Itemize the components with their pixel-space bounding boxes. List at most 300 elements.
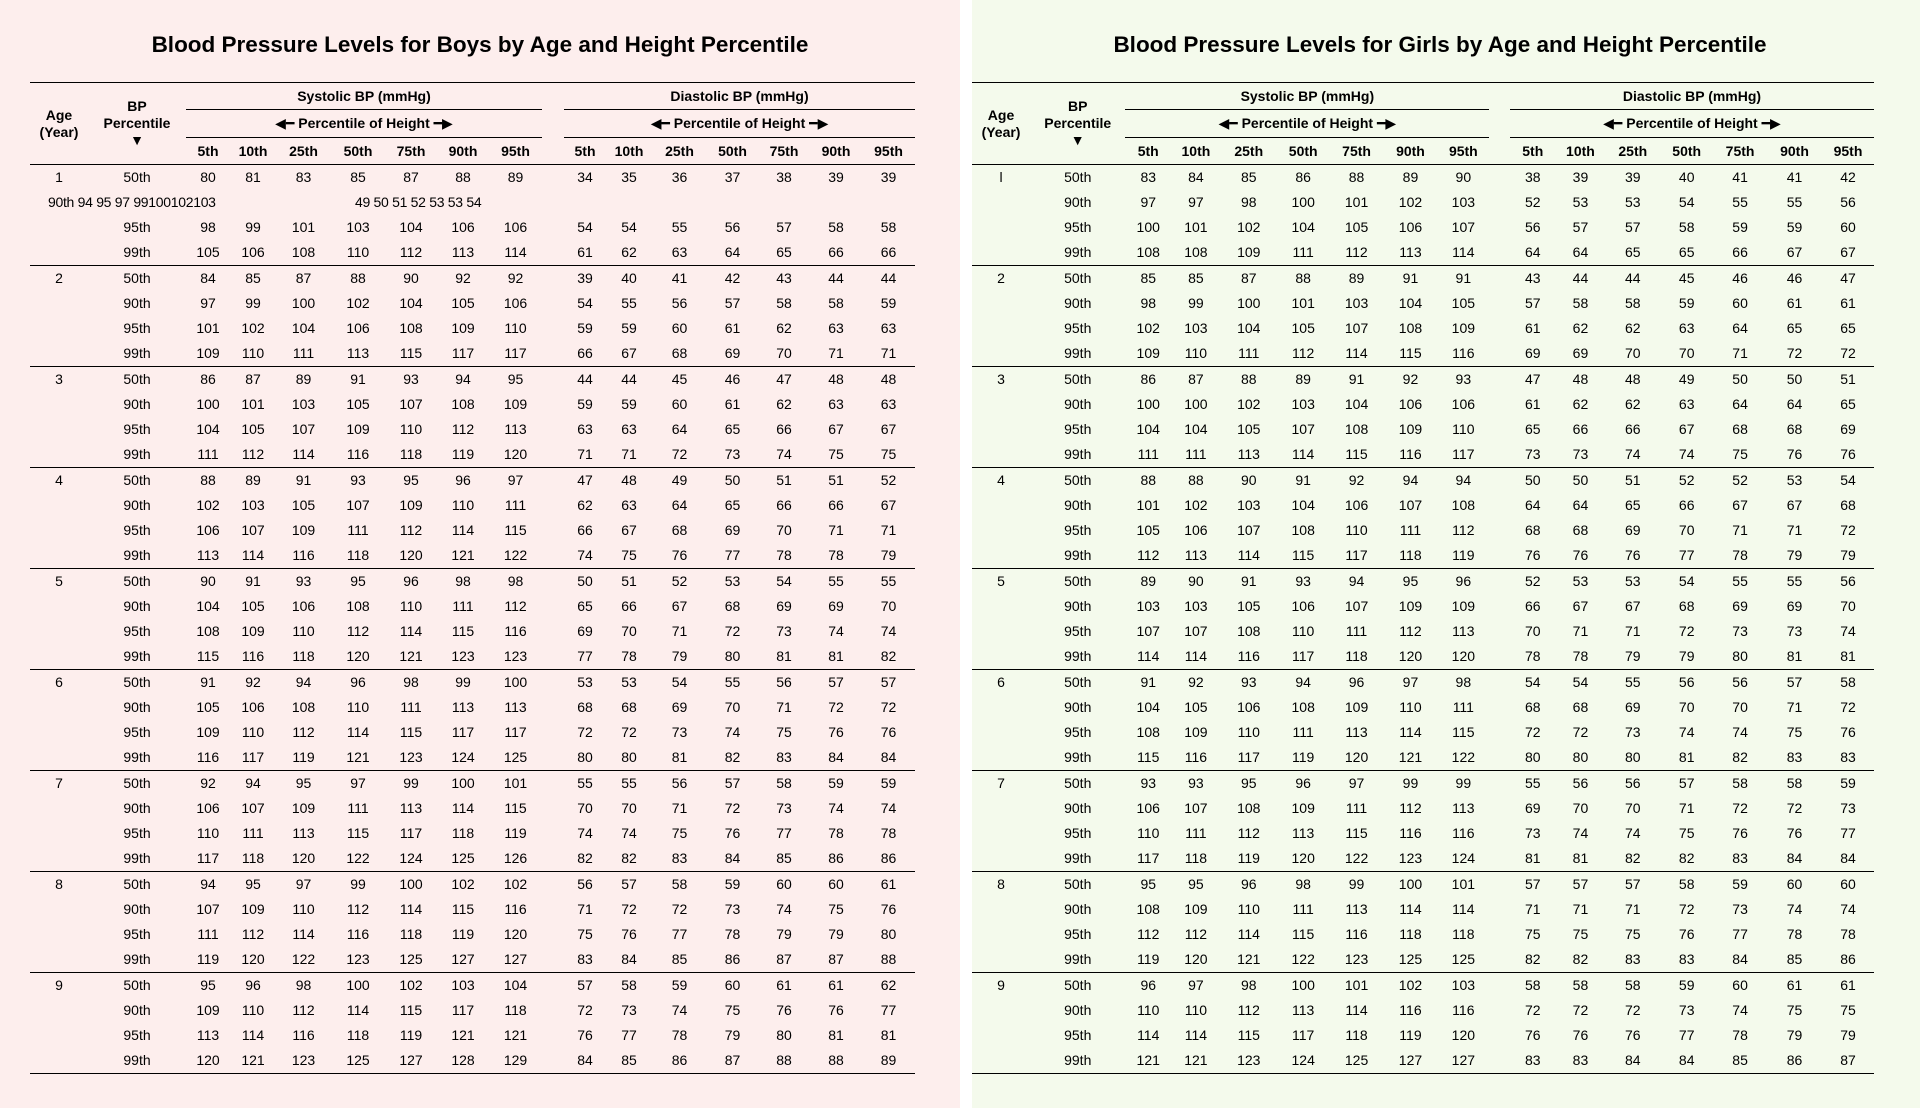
diastolic-value: 75 xyxy=(671,825,688,841)
gap-cell xyxy=(1489,165,1510,191)
systolic-value: 121 xyxy=(1398,749,1423,765)
diastolic-value: 67 xyxy=(1786,244,1803,260)
diastolic-value: 76 xyxy=(776,1002,792,1018)
diastolic-value: 59 xyxy=(1732,219,1748,235)
diastolic-value: 59 xyxy=(1678,295,1695,311)
diastolic-value: 74 xyxy=(724,724,741,740)
systolic-value: 119 xyxy=(1237,850,1260,866)
systolic-value: 104 xyxy=(1291,219,1315,235)
systolic-value: 105 xyxy=(196,244,220,260)
systolic-value: 120 xyxy=(241,951,265,967)
dia-height-90th: 90th xyxy=(810,138,862,165)
diastolic-value: 81 xyxy=(828,1027,844,1043)
diastolic-value: 56 xyxy=(1556,771,1606,797)
diastolic-value: 64 xyxy=(1732,396,1748,412)
systolic-value: 115 xyxy=(346,825,370,841)
systolic-percentile-of-height xyxy=(186,110,542,138)
table-row xyxy=(30,695,930,720)
diastolic-value: 53 xyxy=(1605,569,1660,595)
systolic-value: 96 xyxy=(385,569,437,595)
diastolic-value: 51 xyxy=(606,569,652,595)
systolic-value: 87 xyxy=(1221,266,1277,292)
systolic-value: 97 xyxy=(1384,670,1438,696)
table-row xyxy=(30,569,930,595)
systolic-value: 117 xyxy=(451,724,475,740)
diastolic-value: 60 xyxy=(1713,973,1767,999)
diastolic-value: 79 xyxy=(880,547,897,563)
diastolic-value: 60 xyxy=(1732,295,1748,311)
diastolic-value: 66 xyxy=(1678,497,1695,513)
systolic-value: 106 xyxy=(196,800,220,816)
left-arrow-icon: ◀━ xyxy=(275,115,295,131)
diastolic-value: 74 xyxy=(1732,1002,1748,1018)
bp-percentile-cell: 90th xyxy=(1064,396,1092,412)
systolic-value: 118 xyxy=(346,1027,370,1043)
diastolic-value: 46 xyxy=(707,367,758,393)
systolic-value: 119 xyxy=(451,446,475,462)
age-cell: 1 xyxy=(30,165,88,191)
diastolic-value: 79 xyxy=(671,648,688,664)
gap-cell xyxy=(542,392,564,417)
systolic-value: 103 xyxy=(1291,396,1315,412)
bp-percentile-cell: 50th xyxy=(88,165,186,191)
diastolic-value: 53 xyxy=(606,670,652,696)
diastolic-value: 73 xyxy=(1572,446,1589,462)
diastolic-value: 71 xyxy=(776,699,792,715)
systolic-value: 110 xyxy=(1345,522,1368,538)
systolic-value: 112 xyxy=(1399,623,1422,639)
diastolic-value: 74 xyxy=(1625,825,1641,841)
systolic-value: 97 xyxy=(200,295,216,311)
systolic-value: 107 xyxy=(1451,219,1476,235)
diastolic-value: 56 xyxy=(758,670,810,696)
bp-percentile-cell: 95th xyxy=(1064,926,1092,942)
systolic-value: 114 xyxy=(1237,926,1260,942)
age-cell xyxy=(972,442,1030,468)
age-cell: 4 xyxy=(30,468,88,494)
diastolic-value: 71 xyxy=(880,522,897,538)
diastolic-value: 80 xyxy=(1625,749,1641,765)
diastolic-value: 55 xyxy=(1786,194,1803,210)
diastolic-value: 81 xyxy=(1524,850,1541,866)
gap-cell xyxy=(542,493,564,518)
diastolic-value: 70 xyxy=(724,699,741,715)
systolic-value: 100 xyxy=(1237,295,1261,311)
diastolic-value: 73 xyxy=(1524,825,1541,841)
age-cell xyxy=(972,240,1030,266)
diastolic-value: 85 xyxy=(776,850,792,866)
table-row xyxy=(972,998,1874,1023)
boys-bp-table xyxy=(30,82,930,1074)
diastolic-value: 58 xyxy=(758,771,810,797)
systolic-value: 95 xyxy=(276,771,331,797)
gap-cell xyxy=(1489,493,1510,518)
diastolic-value: 82 xyxy=(577,850,593,866)
diastolic-value: 55 xyxy=(564,771,606,797)
diastolic-value: 68 xyxy=(577,699,593,715)
gap-cell xyxy=(542,367,564,393)
systolic-value: 94 xyxy=(230,771,276,797)
systolic-value: 113 xyxy=(196,1027,220,1043)
diastolic-value: 58 xyxy=(1660,872,1713,898)
systolic-value: 104 xyxy=(1344,396,1369,412)
table-row xyxy=(30,442,930,468)
age-cell xyxy=(972,341,1030,367)
systolic-value: 86 xyxy=(1277,165,1330,191)
systolic-value: 104 xyxy=(196,598,220,614)
dia-height-5th: 5th xyxy=(1510,138,1556,165)
table-row xyxy=(972,518,1874,543)
diastolic-value: 76 xyxy=(1678,926,1695,942)
systolic-value: 110 xyxy=(292,623,315,639)
table-row xyxy=(30,771,930,797)
age-cell: 4 xyxy=(972,468,1030,494)
diastolic-value: 74 xyxy=(577,547,593,563)
table-row xyxy=(972,266,1874,292)
systolic-value: 101 xyxy=(1344,194,1369,210)
systolic-value: 125 xyxy=(451,850,475,866)
systolic-value: 114 xyxy=(1292,446,1315,462)
diastolic-value: 68 xyxy=(1786,421,1803,437)
gap-cell xyxy=(542,240,564,266)
diastolic-value: 84 xyxy=(621,951,637,967)
systolic-value: 118 xyxy=(399,926,423,942)
systolic-value: 112 xyxy=(292,724,315,740)
systolic-value: 103 xyxy=(1184,598,1208,614)
diastolic-value: 59 xyxy=(652,973,707,999)
systolic-value: 125 xyxy=(1330,1048,1384,1074)
systolic-value: 112 xyxy=(1137,547,1160,563)
bp-percentile-cell: 95th xyxy=(123,1027,151,1043)
systolic-value: 119 xyxy=(1452,547,1475,563)
diastolic-value: 53 xyxy=(707,569,758,595)
age-cell xyxy=(972,998,1030,1023)
diastolic-value: 65 xyxy=(776,244,792,260)
systolic-value: 106 xyxy=(451,219,475,235)
diastolic-value: 62 xyxy=(1625,396,1641,412)
table-row xyxy=(972,341,1874,367)
gap-cell xyxy=(1489,998,1510,1023)
systolic-value: 111 xyxy=(1452,699,1474,715)
systolic-value: 94 xyxy=(276,670,331,696)
bp-percentile-cell: 99th xyxy=(1064,850,1092,866)
dia-height-50th: 50th xyxy=(1660,138,1713,165)
systolic-value: 106 xyxy=(1398,219,1423,235)
diastolic-value: 42 xyxy=(1822,165,1874,191)
diastolic-value: 74 xyxy=(1840,901,1856,917)
systolic-value: 113 xyxy=(1345,901,1368,917)
bp-percentile-cell: 95th xyxy=(1064,623,1092,639)
gap-cell xyxy=(1489,796,1510,821)
bp-percentile-cell: 99th xyxy=(1064,345,1092,361)
systolic-value: 117 xyxy=(1237,749,1260,765)
diastolic-value: 53 xyxy=(1572,194,1589,210)
diastolic-value: 72 xyxy=(671,901,688,917)
age-cell xyxy=(972,518,1030,543)
systolic-value: 117 xyxy=(1345,547,1368,563)
diastolic-value: 75 xyxy=(1678,825,1695,841)
table-row xyxy=(972,1023,1874,1048)
diastolic-value: 87 xyxy=(776,951,792,967)
systolic-value: 113 xyxy=(196,547,220,563)
age-cell: 9 xyxy=(972,973,1030,999)
systolic-value: 124 xyxy=(1451,850,1476,866)
bp-percentile-cell: 99th xyxy=(1064,244,1092,260)
down-arrow-icon: ▼ xyxy=(130,132,144,148)
age-cell xyxy=(30,316,88,341)
diastolic-value: 68 xyxy=(1678,598,1695,614)
diastolic-value: 74 xyxy=(880,800,897,816)
bp-percentile-cell: 99th xyxy=(123,446,151,462)
diastolic-value: 71 xyxy=(1732,345,1748,361)
diastolic-value: 57 xyxy=(1767,670,1822,696)
bp-percentile-cell: 95th xyxy=(1064,1027,1092,1043)
diastolic-value: 70 xyxy=(1840,598,1856,614)
diastolic-value: 75 xyxy=(1840,1002,1856,1018)
age-cell: 5 xyxy=(30,569,88,595)
systolic-value: 93 xyxy=(1221,670,1277,696)
systolic-value: 110 xyxy=(1137,1002,1160,1018)
systolic-value: 109 xyxy=(1451,598,1476,614)
systolic-value: 89 xyxy=(230,468,276,494)
systolic-value: 83 xyxy=(276,165,331,191)
diastolic-value: 75 xyxy=(577,926,593,942)
diastolic-value: 62 xyxy=(776,320,792,336)
diastolic-value: 73 xyxy=(1786,623,1803,639)
systolic-value: 110 xyxy=(1237,901,1260,917)
systolic-value: 123 xyxy=(503,648,528,664)
systolic-value: 115 xyxy=(1345,825,1368,841)
systolic-value: 97 xyxy=(489,468,542,494)
diastolic-value: 66 xyxy=(1625,421,1641,437)
gap-cell xyxy=(1489,745,1510,771)
left-arrow-icon: ◀━ xyxy=(1218,115,1238,131)
diastolic-value: 75 xyxy=(828,446,844,462)
bp-percentile-cell: 99th xyxy=(1064,446,1092,462)
systolic-value: 111 xyxy=(1292,901,1314,917)
diastolic-value: 56 xyxy=(652,771,707,797)
diastolic-value: 53 xyxy=(1625,194,1641,210)
diastolic-value: 56 xyxy=(1524,219,1541,235)
diastolic-value: 36 xyxy=(652,165,707,191)
systolic-value: 104 xyxy=(399,295,423,311)
systolic-value: 99 xyxy=(245,295,261,311)
right-arrow-icon: ━▶ xyxy=(1761,115,1781,131)
age-cell xyxy=(30,619,88,644)
table-row xyxy=(30,543,930,569)
systolic-value: 102 xyxy=(1237,396,1261,412)
diastolic-value: 54 xyxy=(1510,670,1556,696)
systolic-value: 109 xyxy=(346,421,370,437)
diastolic-value: 65 xyxy=(1678,244,1695,260)
bp-percentile-cell: 99th xyxy=(1064,648,1092,664)
diastolic-value: 39 xyxy=(1605,165,1660,191)
diastolic-value: 65 xyxy=(1524,421,1541,437)
systolic-value: 106 xyxy=(291,598,316,614)
systolic-value: 119 xyxy=(196,951,220,967)
diastolic-value: 86 xyxy=(724,951,741,967)
systolic-header: Systolic BP (mmHg) xyxy=(186,83,542,110)
systolic-value: 111 xyxy=(1185,446,1207,462)
diastolic-value: 81 xyxy=(1786,648,1803,664)
systolic-value: 114 xyxy=(1399,724,1422,740)
systolic-value: 93 xyxy=(276,569,331,595)
sys-height-5th: 5th xyxy=(1125,138,1171,165)
diastolic-value: 71 xyxy=(1524,901,1541,917)
diastolic-value: 71 xyxy=(577,901,593,917)
table-row xyxy=(30,821,930,846)
diastolic-value: 67 xyxy=(1625,598,1641,614)
bp-percentile-cell: 50th xyxy=(88,468,186,494)
systolic-value: 110 xyxy=(346,699,370,715)
bp-percentile-cell: 90th xyxy=(1064,295,1092,311)
systolic-value: 109 xyxy=(291,800,316,816)
dia-height-75th: 75th xyxy=(758,138,810,165)
age-cell xyxy=(972,392,1030,417)
dia-height-75th: 75th xyxy=(1713,138,1767,165)
diastolic-value: 75 xyxy=(1732,446,1748,462)
bp-percentile-cell: 99th xyxy=(1064,749,1092,765)
diastolic-value: 75 xyxy=(1786,1002,1803,1018)
diastolic-value: 56 xyxy=(1822,569,1874,595)
bp-percentile-cell: 99th xyxy=(123,648,151,664)
systolic-value: 127 xyxy=(385,1048,437,1074)
diastolic-value: 54 xyxy=(652,670,707,696)
systolic-value: 117 xyxy=(504,345,527,361)
systolic-value: 104 xyxy=(1237,320,1261,336)
diastolic-value: 47 xyxy=(1510,367,1556,393)
gap-cell xyxy=(1489,341,1510,367)
systolic-value: 110 xyxy=(399,598,423,614)
diastolic-value: 73 xyxy=(724,446,741,462)
systolic-value: 97 xyxy=(1140,194,1157,210)
systolic-value: 107 xyxy=(1398,497,1423,513)
systolic-value: 110 xyxy=(1184,345,1208,361)
systolic-value: 105 xyxy=(241,598,265,614)
table-row xyxy=(30,745,930,771)
age-cell xyxy=(30,594,88,619)
gap-cell xyxy=(1489,316,1510,341)
systolic-value: 109 xyxy=(1184,901,1208,917)
gap-cell xyxy=(542,468,564,494)
age-cell: 8 xyxy=(30,872,88,898)
age-cell xyxy=(972,190,1030,215)
systolic-value: 113 xyxy=(1345,724,1368,740)
dia-height-95th: 95th xyxy=(862,138,915,165)
table-row xyxy=(972,291,1874,316)
bp-percentile-cell: 90th xyxy=(123,800,151,816)
systolic-value: 89 xyxy=(1330,266,1384,292)
systolic-value: 101 xyxy=(196,320,220,336)
systolic-value: 113 xyxy=(504,421,527,437)
age-cell xyxy=(30,821,88,846)
table-row xyxy=(30,998,930,1023)
age-cell xyxy=(30,543,88,569)
systolic-value: 116 xyxy=(196,749,220,765)
diastolic-value: 82 xyxy=(1572,951,1589,967)
girls-bp-table xyxy=(972,82,1874,1074)
diastolic-value: 68 xyxy=(1524,522,1541,538)
diastolic-value: 63 xyxy=(671,244,688,260)
systolic-value: 106 xyxy=(1398,396,1423,412)
diastolic-value: 76 xyxy=(880,724,897,740)
systolic-value: 109 xyxy=(1237,244,1261,260)
bp-percentile-cell: 99th xyxy=(1064,951,1092,967)
diastolic-value: 54 xyxy=(1678,194,1695,210)
systolic-value: 107 xyxy=(1184,623,1208,639)
percentile-of-height-label: Percentile of Height xyxy=(298,115,430,131)
diastolic-value: 50 xyxy=(1510,468,1556,494)
diastolic-value: 52 xyxy=(862,468,915,494)
systolic-value: 108 xyxy=(451,396,475,412)
systolic-value: 107 xyxy=(399,396,423,412)
gap-cell xyxy=(542,745,564,771)
systolic-value: 120 xyxy=(1451,1027,1476,1043)
table-row xyxy=(972,745,1874,771)
diastolic-value: 56 xyxy=(1660,670,1713,696)
diastolic-value: 71 xyxy=(1678,800,1695,816)
diastolic-value: 83 xyxy=(671,850,688,866)
systolic-value: 101 xyxy=(291,219,316,235)
diastolic-value: 55 xyxy=(862,569,915,595)
systolic-value: 112 xyxy=(1237,825,1260,841)
diastolic-value: 56 xyxy=(724,219,741,235)
systolic-value: 100 xyxy=(437,771,489,797)
gap-cell xyxy=(1489,468,1510,494)
systolic-value: 112 xyxy=(1399,800,1422,816)
diastolic-value: 70 xyxy=(776,522,792,538)
diastolic-value: 59 xyxy=(862,771,915,797)
systolic-value: 84 xyxy=(1171,165,1221,191)
diastolic-value: 78 xyxy=(776,547,792,563)
table-row xyxy=(30,417,930,442)
systolic-value: 116 xyxy=(1237,648,1260,664)
table-row xyxy=(30,947,930,973)
diastolic-value: 72 xyxy=(1786,800,1803,816)
gap-cell xyxy=(542,417,564,442)
diastolic-value: 61 xyxy=(724,320,741,336)
diastolic-value: 80 xyxy=(880,926,897,942)
systolic-value: 96 xyxy=(1330,670,1384,696)
systolic-value: 123 xyxy=(399,749,423,765)
table-row xyxy=(30,341,930,367)
diastolic-value: 68 xyxy=(1572,522,1589,538)
systolic-value: 107 xyxy=(291,421,316,437)
systolic-value: 109 xyxy=(1136,345,1160,361)
bp-percentile-cell: 99th xyxy=(123,850,151,866)
diastolic-value: 77 xyxy=(724,547,741,563)
diastolic-value: 63 xyxy=(577,421,593,437)
age-cell xyxy=(972,215,1030,240)
diastolic-value: 83 xyxy=(1510,1048,1556,1074)
diastolic-value: 70 xyxy=(621,623,637,639)
systolic-value: 116 xyxy=(241,648,265,664)
diastolic-value: 86 xyxy=(1840,951,1856,967)
systolic-value: 90 xyxy=(1221,468,1277,494)
diastolic-value: 65 xyxy=(1625,244,1641,260)
systolic-value: 103 xyxy=(1136,598,1160,614)
systolic-value: 107 xyxy=(1136,623,1160,639)
systolic-value: 111 xyxy=(452,598,474,614)
systolic-value: 127 xyxy=(1437,1048,1489,1074)
systolic-value: 118 xyxy=(1184,850,1208,866)
diastolic-value: 57 xyxy=(707,771,758,797)
age-cell: 3 xyxy=(972,367,1030,393)
age-cell: 3 xyxy=(30,367,88,393)
gap-cell xyxy=(542,165,564,191)
diastolic-value: 63 xyxy=(880,320,897,336)
diastolic-value: 53 xyxy=(1556,569,1606,595)
